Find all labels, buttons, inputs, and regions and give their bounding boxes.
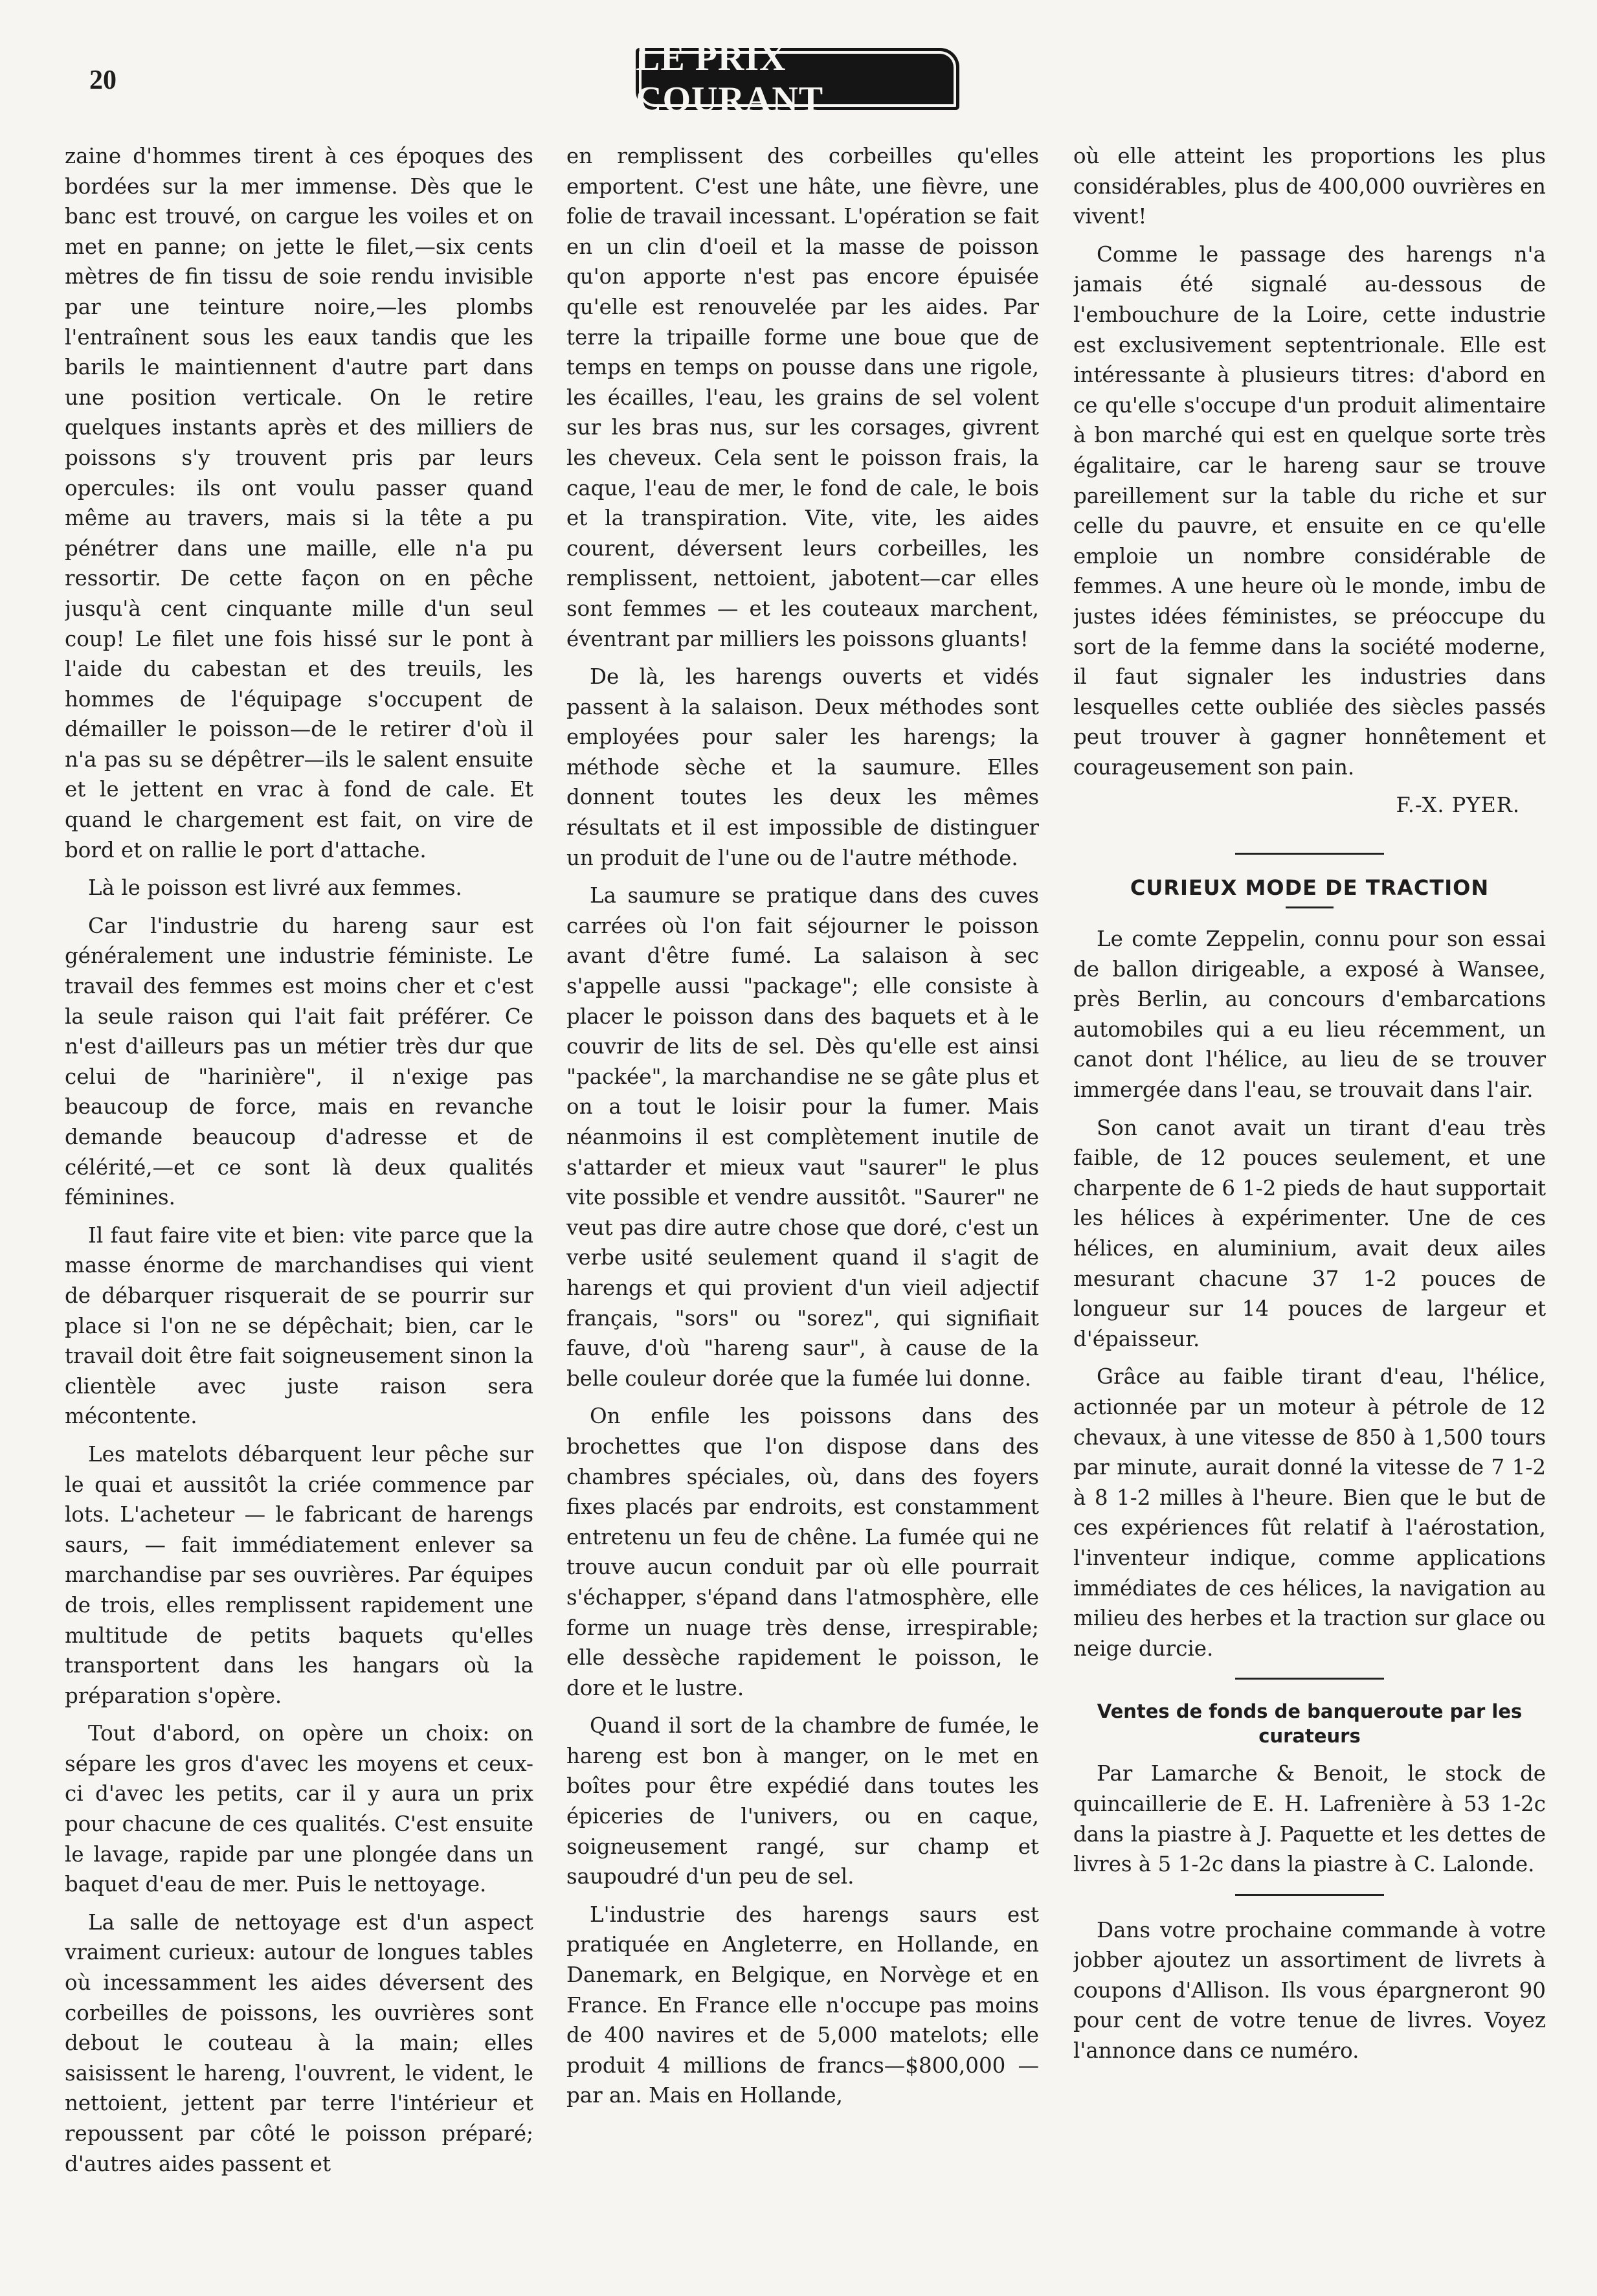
page-number: 20 <box>89 65 117 95</box>
masthead-logo: LE PRIX COURANT <box>636 48 959 110</box>
paragraph: Là le poisson est livré aux femmes. <box>88 875 462 901</box>
paragraph: zaine d'hommes tirent à ces époques des bordées sur la mer immense. Dès que le banc est trouvé, on cargue les voiles et on met en panne; on jette le filet,—six cents mètres de fin tissu de soie rendu invisible par une teinture noire,—les plombs l'entraînent sous les eaux tandis que les barils le maintiennent d'autre part dans une position verticale. On le retire quelques instants après et des milliers de poissons s'y trouvent pris par leurs opercules: ils ont voulu passer quand même au travers, mais si la tête a pu pénétrer dans une maille, elle n'a pu ressortir. De cette façon on en pêche jusqu'à cent cinquante mille d'un seul coup! Le filet une fois hissé sur le pont à l'aide du cabestan et des treuils, les hommes de l'équipage s'occupent de démailler le poisson—de le retirer d'où il n'a pas su se dépêtrer—ils le salent ensuite et le jettent en vrac à fond de cale. Et quand le chargement est fait, on vire de bord et on rallie le port d'attache. <box>65 144 533 862</box>
paragraph: Quand il sort de la chambre de fumée, le hareng est bon à manger, on le met en boîtes pour être expédié dans toutes les épiceries de l'univers, ou en caque, soigneusement rangé, sur champ et saupoudré d'un peu de sel. <box>566 1713 1039 1889</box>
paragraph: De là, les harengs ouverts et vidés passent à la salaison. Deux méthodes sont employées pour saler les harengs; la méthode sèche et la saumure. Elles donnent toutes les deux les mêmes résultats et il est impossible de distinguer un produit de l'une ou de l'autre méthode. <box>566 664 1039 870</box>
paragraph: où elle atteint les proportions les plus considérables, plus de 400,000 ouvrières en vivent! <box>1073 144 1546 229</box>
paragraph: Dans votre prochaine commande à votre jobber ajoutez un assortiment de livrets à coupons d'Allison. Ils vous épargneront 90 pour cent de votre tenue de livres. Voyez l'annonce dans ce numéro. <box>1073 1917 1546 2064</box>
column-3 <box>1073 141 1546 2258</box>
article-heading: CURIEUX MODE DE TRACTION <box>1130 875 1490 901</box>
paragraph: en remplissent des corbeilles qu'elles emportent. C'est une hâte, une fièvre, une folie de travail incessant. L'opération se fait en un clin d'oeil et la masse de poisson qu'on apporte n'est pas encore épuisée qu'elle est renouvelée par les aides. Par terre la tripaille forme une boue que de temps en temps on pousse dans une rigole, les écailles, l'eau, les grains de sel volent sur les bras nus, sur les corsages, givrent les cheveux. Cela sent le poisson frais, la caque, l'eau de mer, le fond de cale, le bois et la transpiration. Vite, vite, les aides courent, déversent leurs corbeilles, les remplissent, nettoient, jabotent—car elles sont femmes — et les couteaux marchent, éventrant par milliers les poissons gluants! <box>566 144 1039 651</box>
section-divider <box>1235 853 1384 855</box>
author-signature: F.-X. PYER. <box>1396 793 1520 818</box>
paragraph: Car l'industrie du hareng saur est généralement une industrie féministe. Le travail des femmes est moins cher et c'est la seule raison qui l'ait fait préférer. Ce n'est d'ailleurs pas un métier très dur que celui de "harinière", il n'exige pas beaucoup de force, mais en revanche demande beaucoup d'adresse et de célérité,—et ce sont là deux qualités féminines. <box>65 913 533 1210</box>
column-1 <box>65 141 533 2258</box>
paragraph: La salle de nettoyage est d'un aspect vraiment curieux: autour de longues tables où incessamment les aides déversent des corbeilles de poissons, les ouvrières sont debout le couteau à la main; elles saisissent le hareng, l'ouvrent, le vident, le nettoient, jettent par terre l'intérieur et repoussent par côté le poisson préparé; d'autres aides passent et <box>65 1909 533 2176</box>
section-divider <box>1235 1894 1384 1896</box>
paragraph: Il faut faire vite et bien: vite parce que la masse énorme de marchandises qui vient de débarquer risquerait de se pourrir sur place si l'on ne se dépêchait; bien, car le travail doit être fait soigneusement sinon la clientèle avec juste raison sera mécontente. <box>65 1222 533 1429</box>
paragraph: Tout d'abord, on opère un choix: on sépare les gros d'avec les moyens et ceux-ci d'avec les petits, car il y aura un prix pour chacune de ces qualités. C'est ensuite le lavage, rapide par une plongée dans un baquet d'eau de mer. Puis le nettoyage. <box>65 1721 533 1897</box>
paragraph: L'industrie des harengs saurs est pratiquée en Angleterre, en Hollande, en Danemark, en Belgique, en Norvège et en France. En France elle n'occupe pas moins de 400 navires et de 5,000 matelots; elle produit 4 millions de francs—$800,000 — par an. Mais en Hollande, <box>566 1902 1039 2108</box>
section-divider <box>1235 1678 1384 1680</box>
heading-underline <box>1286 906 1334 908</box>
paragraph: Le comte Zeppelin, connu pour son essai de ballon dirigeable, a exposé à Wansee, près Berlin, au concours d'embarcations automobiles qui a eu lieu récemment, un canot dont l'hélice, au lieu de se trouver immergée dans l'eau, se trouvait dans l'air. <box>1073 927 1546 1103</box>
paragraph: Les matelots débarquent leur pêche sur le quai et aussitôt la criée commence par lots. L'acheteur — le fabricant de harengs saurs, — fait immédiatement enlever sa marchandise par ses ouvrières. Par équipes de trois, elles remplissent rapidement une multitude de petits baquets qu'elles transportent dans les hangars où la préparation s'opère. <box>65 1441 533 1708</box>
paragraph: Grâce au faible tirant d'eau, l'hélice, actionnée par un moteur à pétrole de 12 chevaux, à une vitesse de 850 à 1,500 tours par minute, aurait donné la vitesse de 7 1-2 à 8 1-2 milles à l'heure. Bien que le but de ces expériences fût relatif à l'aérostation, l'inventeur indique, comme applications immédiates de ces hélices, la navigation au milieu des herbes et la traction sur glace ou neige durcie. <box>1073 1364 1546 1661</box>
paragraph: Comme le passage des harengs n'a jamais été signalé au-dessous de l'embouchure de la Loire, cette industrie est exclusivement septentrionale. Elle est intéressante à plusieurs titres: d'abord en ce qu'elle s'occupe d'un produit alimentaire à bon marché qui est en quelque sorte très égalitaire, car le hareng saur se trouve pareillement sur la table du riche et sur celle du pauvre, et ensuite en ce qu'elle emploie un nombre considérable de femmes. A une heure où le monde, imbu de justes idées féministes, se préoccupe du sort de la femme dans la société moderne, il faut signaler les industries dans lesquelles cette oubliée des siècles passés peut trouver à gagner honnêtement et courageusement son pain. <box>1073 242 1546 780</box>
article-heading: Ventes de fonds de banqueroute par les curateurs <box>1097 1700 1523 1748</box>
column-2 <box>566 141 1039 2258</box>
paragraph: On enfile les poissons dans des brochettes que l'on dispose dans des chambres spéciales, où, dans des foyers fixes placés par endroits, est constamment entretenu un feu de chêne. La fumée qui ne trouve aucun conduit par où elle pourrait s'échapper, s'épand dans l'atmosphère, elle forme un nuage très dense, irrespirable; elle dessèche rapidement le poisson, le dore et le lustre. <box>566 1404 1039 1700</box>
paragraph: Son canot avait un tirant d'eau très faible, de 12 pouces seulement, et une charpente de 6 1-2 pieds de haut supportait les hélices à expérimenter. Une de ces hélices, en aluminium, avait deux ailes mesurant chacune 37 1-2 pouces de longueur sur 14 pouces de largeur et d'épaisseur. <box>1073 1115 1546 1351</box>
paragraph: La saumure se pratique dans des cuves carrées où l'on fait séjourner le poisson avant d'être fumé. La salaison à sec s'appelle aussi "package"; elle consiste à placer le poisson dans des baquets et à le couvrir de lits de sel. Dès qu'elle est ainsi "packée", la marchandise ne se gâte plus et on a tout le loisir pour la fumer. Mais néanmoins il est complètement inutile de s'attarder et mieux vaut "saurer" le plus vite possible et vendre aussitôt. "Saurer" ne veut pas dire autre chose que doré, c'est un verbe usité seulement quand il s'agit de harengs et qui provient d'un vieil adjectif français, "sors" ou "sorez", qui signifiait fauve, d'où "hareng saur", à cause de la belle couleur dorée que la fumée lui donne. <box>566 883 1039 1391</box>
paragraph: Par Lamarche & Benoit, le stock de quincaillerie de E. H. Lafrenière à 53 1-2c dans la piastre à J. Paquette et les dettes de livres à 5 1-2c dans la piastre à C. Lalonde. <box>1073 1761 1546 1877</box>
